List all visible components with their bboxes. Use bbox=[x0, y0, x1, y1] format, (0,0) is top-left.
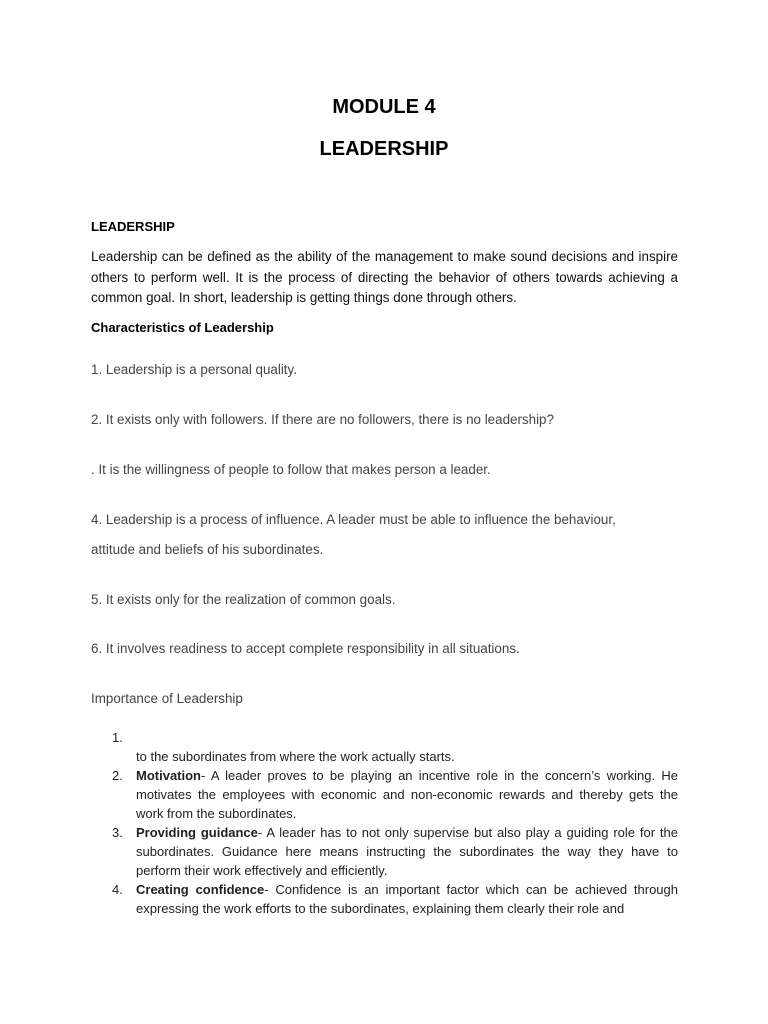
list-number: 2. bbox=[112, 768, 123, 783]
characteristic-item-2: 2. It exists only with followers. If there are no followers, there is no leadership? bbox=[91, 412, 554, 427]
importance-text: - Confidence is an important factor which can be achieved through expressing the work efforts to the subordinates, explaining them clearly their role and bbox=[136, 882, 678, 916]
characteristic-item-4-continued: attitude and beliefs of his subordinates. bbox=[91, 542, 324, 557]
importance-text: - A leader proves to be playing an incentive role in the concern’s working. He motivates the employees with economic and non-economic rewards and thereby gets the work from the subordinates. bbox=[136, 768, 678, 821]
importance-item-4 bbox=[91, 880, 678, 918]
importance-term: Creating confidence bbox=[136, 882, 265, 897]
module-title: MODULE 4 bbox=[332, 96, 436, 118]
importance-heading: Importance of Leadership bbox=[91, 691, 243, 706]
list-number: 4. bbox=[112, 882, 123, 897]
blank-line bbox=[136, 728, 678, 747]
section-heading: LEADERSHIP bbox=[91, 219, 175, 234]
list-number: 3. bbox=[112, 825, 123, 840]
topic-title: LEADERSHIP bbox=[319, 138, 449, 160]
intro-paragraph: Leadership can be defined as the ability of the management to make sound decisions and inspire others to perform well. It is the process of directing the behavior of others towards achieving a common goal. In short, leadership is getting things done through others. bbox=[91, 249, 678, 305]
characteristic-item-3: . It is the willingness of people to follow that makes person a leader. bbox=[91, 462, 491, 477]
importance-text: - A leader has to not only supervise but also play a guiding role for the subordinates. Guidance here means instructing the subordinates the way they have to perform their work effectively and efficiently. bbox=[136, 825, 679, 878]
importance-item-1 bbox=[91, 728, 678, 766]
characteristic-item-5: 5. It exists only for the realization of common goals. bbox=[91, 592, 396, 607]
importance-text: to the subordinates from where the work actually starts. bbox=[136, 749, 455, 764]
characteristic-item-1: 1. Leadership is a personal quality. bbox=[91, 362, 297, 377]
list-number: 1. bbox=[112, 730, 123, 745]
characteristics-heading: Characteristics of Leadership bbox=[91, 320, 274, 335]
importance-item-3 bbox=[91, 823, 678, 880]
importance-item-2 bbox=[91, 766, 678, 823]
characteristic-item-6: 6. It involves readiness to accept complete responsibility in all situations. bbox=[91, 641, 520, 656]
importance-list bbox=[91, 728, 678, 918]
importance-term: Providing guidance bbox=[136, 825, 258, 840]
characteristic-item-4: 4. Leadership is a process of influence. A leader must be able to influence the behaviour, bbox=[91, 512, 616, 527]
importance-term: Motivation bbox=[136, 768, 201, 783]
